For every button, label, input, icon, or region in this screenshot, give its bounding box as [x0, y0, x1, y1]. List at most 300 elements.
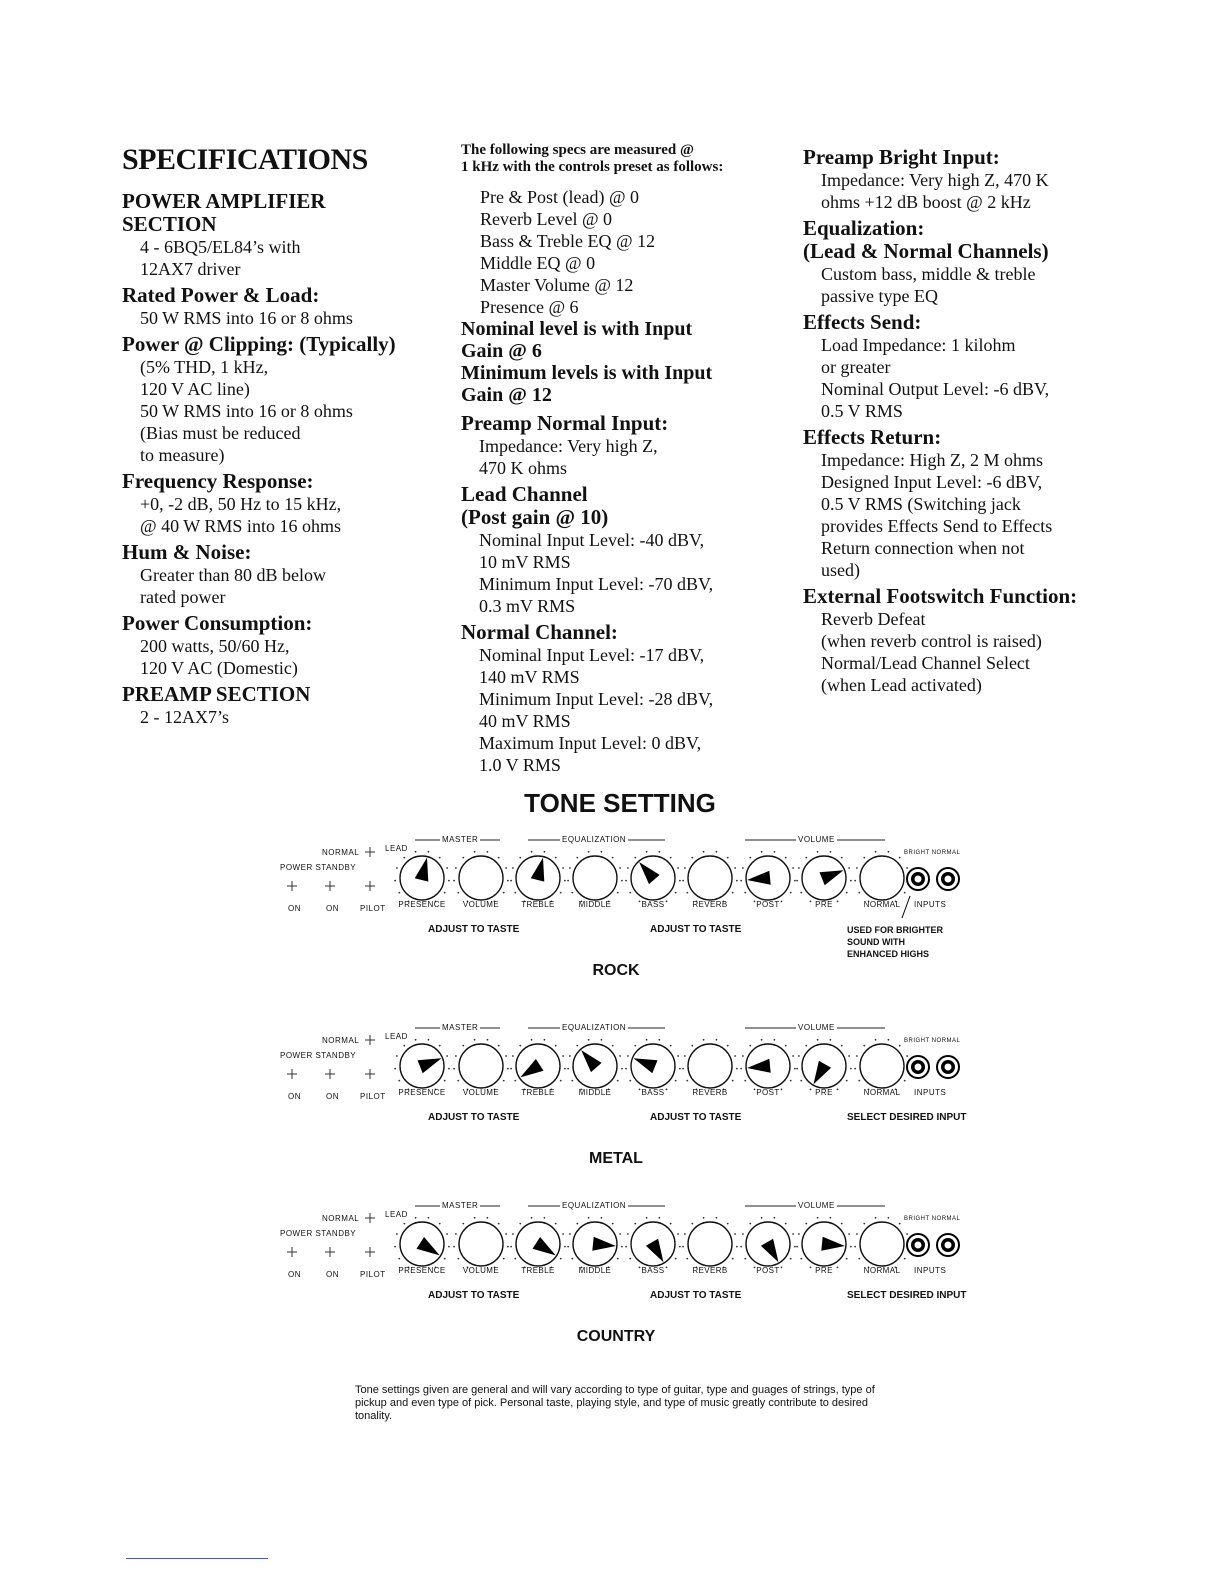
knob-label-pre: PRE [815, 1088, 833, 1097]
spec-heading: POWER AMPLIFIER [122, 188, 326, 213]
tone-style-metal: METAL [589, 1150, 643, 1167]
dial-tick [512, 1055, 514, 1057]
dial-tick [601, 1039, 603, 1041]
dial-tick [904, 892, 906, 894]
dial-tick [444, 892, 446, 894]
knob-label-pre: PRE [815, 900, 833, 909]
knob-label-presence: PRESENCE [398, 1266, 446, 1275]
dial-tick [679, 1068, 681, 1070]
dial-tick [798, 1055, 800, 1057]
spec-heading: Effects Send: [803, 310, 922, 334]
dial-tick [790, 892, 792, 894]
dial-tick [448, 1246, 450, 1248]
dial-tick [677, 1233, 679, 1235]
tone-setting-title: TONE SETTING [524, 788, 716, 818]
bright-normal-label: BRIGHT NORMAL [904, 850, 961, 856]
spec-body [803, 263, 1133, 307]
dial-tick [519, 857, 521, 859]
dial-tick [899, 1223, 901, 1225]
tone-style-rock: ROCK [592, 962, 640, 979]
dial-tick [514, 1080, 516, 1082]
dial-tick [446, 867, 448, 869]
dial-tick [564, 1068, 566, 1070]
dial-tick [505, 867, 507, 869]
dial-tick [512, 867, 514, 869]
dial-tick [740, 880, 742, 882]
page-title: SPECIFICATIONS [122, 143, 368, 176]
dial-tick [796, 880, 798, 882]
dial-tick [686, 892, 688, 894]
dial-tick [684, 1233, 686, 1235]
on-label: ON [326, 904, 339, 913]
spec-line: (when reverb control is raised) [821, 631, 1042, 651]
knob-label-volume: VOLUME [462, 1266, 500, 1275]
dial-tick [854, 1068, 856, 1070]
dial-tick [396, 867, 398, 869]
knob-dial [688, 1222, 732, 1266]
knob-label-presence: PRESENCE [398, 1088, 446, 1097]
spec-line: (5% THD, 1 kHz, [140, 356, 269, 377]
spec-section [122, 333, 442, 466]
dial-tick [684, 867, 686, 869]
spec-line: Designed Input Level: -6 dBV, [821, 472, 1043, 492]
spec-section [461, 621, 791, 776]
dial-tick [588, 1039, 590, 1041]
dial-tick [805, 1223, 807, 1225]
preset-line: Reverb Level @ 0 [480, 209, 613, 229]
spec-line: 10 mV RMS [479, 552, 571, 572]
dial-tick [736, 880, 738, 882]
dial-tick [749, 1045, 751, 1047]
spec-heading: (Lead & Normal Channels) [803, 239, 1049, 263]
dial-tick [716, 1039, 718, 1041]
lead-label: LEAD [385, 844, 408, 853]
spec-line: or greater [821, 357, 891, 377]
dial-tick [716, 1217, 718, 1219]
dial-tick [531, 1039, 533, 1041]
spec-line: 12AX7 driver [140, 258, 241, 279]
dial-tick [785, 1045, 787, 1047]
spec-line: used) [821, 560, 860, 580]
dial-tick [848, 1233, 850, 1235]
knob-dial [459, 856, 503, 900]
dial-tick [505, 1233, 507, 1235]
preamble-line: The following specs are measured @ [461, 142, 694, 158]
dial-tick [634, 857, 636, 859]
dial-tick [858, 1258, 860, 1260]
dial-tick [774, 1217, 776, 1219]
dial-tick [428, 1039, 430, 1041]
on-label: ON [288, 904, 301, 913]
spec-line: (when Lead activated) [821, 675, 982, 695]
dial-tick [794, 1246, 796, 1248]
dial-tick [854, 880, 856, 882]
dial-tick [562, 1233, 564, 1235]
dial-tick [544, 851, 546, 853]
equalization-label: EQUALIZATION [562, 835, 627, 844]
dial-tick [576, 857, 578, 859]
dial-tick [455, 1233, 457, 1235]
dial-tick [675, 892, 677, 894]
dial-tick [774, 851, 776, 853]
dial-tick [457, 1258, 459, 1260]
spec-line: 0.3 mV RMS [479, 596, 576, 616]
dial-tick [629, 892, 631, 894]
dial-tick [888, 1217, 890, 1219]
dial-tick [742, 867, 744, 869]
dial-tick [629, 1258, 631, 1260]
dial-tick [507, 1068, 509, 1070]
on-label: ON [288, 1270, 301, 1279]
knob-label-normal: NORMAL [863, 1266, 901, 1275]
master-label: MASTER [442, 1201, 479, 1210]
dial-tick [415, 851, 417, 853]
dial-tick [830, 851, 832, 853]
knob-label-treble: TREBLE [521, 900, 555, 909]
spec-line: 1.0 V RMS [479, 755, 561, 775]
spec-line: ohms +12 dB boost @ 2 kHz [821, 192, 1031, 212]
equalization-label: EQUALIZATION [562, 1023, 627, 1032]
spec-line: 2 - 12AX7’s [140, 706, 229, 727]
dial-tick [850, 1246, 852, 1248]
dial-tick [727, 1223, 729, 1225]
dial-tick [761, 1039, 763, 1041]
spec-line: Return connection when not [821, 538, 1025, 558]
spec-line: Impedance: Very high Z, [479, 436, 658, 456]
power-standby-label: POWER STANDBY [280, 863, 357, 872]
switch-icon [325, 1069, 335, 1079]
dial-tick [627, 1055, 629, 1057]
amp-panel-metal [270, 1018, 990, 1158]
knob-label-normal: NORMAL [863, 900, 901, 909]
dial-tick [601, 851, 603, 853]
dial-tick [817, 851, 819, 853]
on-label: ON [326, 1092, 339, 1101]
knob-label-pre: PRE [815, 1266, 833, 1275]
spec-line: Nominal Output Level: -6 dBV, [821, 379, 1050, 399]
dial-tick [567, 1246, 569, 1248]
adjust-to-taste-note: ADJUST TO TASTE [650, 1112, 742, 1123]
dial-tick [512, 1233, 514, 1235]
dial-tick [805, 1045, 807, 1047]
dial-tick [675, 1080, 677, 1082]
dial-tick [576, 1045, 578, 1047]
dial-tick [507, 880, 509, 882]
spec-line: Minimum Input Level: -70 dBV, [479, 574, 714, 594]
dial-tick [510, 1068, 512, 1070]
note-line: Minimum levels is with Input [461, 362, 713, 384]
spec-line: 50 W RMS into 16 or 8 ohms [140, 400, 353, 421]
spec-body [803, 608, 1133, 696]
dial-tick [503, 1080, 505, 1082]
adjust-to-taste-note: ADJUST TO TASTE [650, 924, 742, 935]
dial-tick [761, 851, 763, 853]
spec-body [122, 356, 442, 466]
dial-tick [560, 1258, 562, 1260]
dial-tick [439, 1223, 441, 1225]
dial-tick [899, 1045, 901, 1047]
normal-label: NORMAL [322, 848, 360, 857]
knob-label-bass: BASS [641, 1266, 665, 1275]
dial-tick [396, 1055, 398, 1057]
dial-tick [621, 880, 623, 882]
spec-column-2 [461, 140, 791, 780]
dial-tick [569, 1233, 571, 1235]
dial-tick [856, 1055, 858, 1057]
dial-tick [800, 1080, 802, 1082]
dial-tick [875, 851, 877, 853]
note-line: Gain @ 12 [461, 384, 552, 406]
spec-line: 50 W RMS into 16 or 8 ohms [140, 307, 353, 328]
footer-divider [126, 1558, 268, 1559]
dial-tick [798, 867, 800, 869]
dial-tick [659, 1039, 661, 1041]
dial-tick [503, 1258, 505, 1260]
spec-body [122, 493, 442, 537]
dial-tick [682, 880, 684, 882]
knob-label-post: POST [756, 1088, 780, 1097]
spec-line: Custom bass, middle & treble [821, 264, 1036, 284]
spec-line: 200 watts, 50/60 Hz, [140, 635, 290, 656]
dial-tick [510, 1246, 512, 1248]
dial-tick [691, 1045, 693, 1047]
dial-tick [888, 851, 890, 853]
volume-label: VOLUME [798, 835, 835, 844]
dial-tick [734, 867, 736, 869]
spec-heading: Power Consumption: [122, 610, 313, 635]
dial-tick [858, 892, 860, 894]
dial-tick [634, 1045, 636, 1047]
spec-line: Load Impedance: 1 kilohm [821, 335, 1016, 355]
dial-tick [679, 1246, 681, 1248]
dial-tick [703, 1039, 705, 1041]
dial-tick [555, 857, 557, 859]
spec-line: 0.5 V RMS (Switching jack [821, 494, 1021, 514]
dial-tick [444, 1258, 446, 1260]
preset-line: Pre & Post (lead) @ 0 [480, 187, 640, 207]
knob-label-volume: VOLUME [462, 1088, 500, 1097]
dial-tick [569, 867, 571, 869]
knob-label-treble: TREBLE [521, 1266, 555, 1275]
dial-tick [858, 1080, 860, 1082]
dial-tick [659, 851, 661, 853]
adjust-to-taste-note: ADJUST TO TASTE [428, 1112, 520, 1123]
dial-tick [498, 857, 500, 859]
knob-label-middle: MIDDLE [578, 1266, 612, 1275]
dial-tick [627, 867, 629, 869]
dial-tick [448, 880, 450, 882]
switch-icon [325, 1247, 335, 1257]
dial-tick [670, 857, 672, 859]
dial-tick [854, 1246, 856, 1248]
dial-tick [519, 1223, 521, 1225]
dial-tick [474, 851, 476, 853]
spec-section [803, 146, 1133, 213]
dial-tick [792, 1233, 794, 1235]
spec-body [122, 706, 442, 728]
knob-label-middle: MIDDLE [578, 1088, 612, 1097]
dial-tick [634, 1223, 636, 1225]
dial-tick [742, 1055, 744, 1057]
dial-tick [571, 1258, 573, 1260]
dial-tick [601, 1217, 603, 1219]
knob-label-reverb: REVERB [692, 900, 728, 909]
input-jack-hole [915, 876, 922, 883]
dial-tick [428, 851, 430, 853]
master-label: MASTER [442, 1023, 479, 1032]
dial-tick [790, 1258, 792, 1260]
knob-label-reverb: REVERB [692, 1088, 728, 1097]
dial-tick [531, 1217, 533, 1219]
dial-tick [562, 867, 564, 869]
dial-tick [588, 1217, 590, 1219]
dial-tick [850, 1068, 852, 1070]
dial-tick [462, 1045, 464, 1047]
dial-tick [800, 1258, 802, 1260]
dial-tick [670, 1045, 672, 1047]
dial-tick [817, 1039, 819, 1041]
preset-list [461, 186, 791, 318]
dial-tick [691, 857, 693, 859]
dial-tick [531, 851, 533, 853]
preset-line: Presence @ 6 [480, 297, 579, 317]
normal-label: NORMAL [322, 1214, 360, 1223]
dial-tick [774, 1039, 776, 1041]
dial-tick [569, 1055, 571, 1057]
spec-line: 4 - 6BQ5/EL84’s with [140, 236, 301, 257]
spec-heading: SECTION [122, 211, 217, 236]
spec-line: +0, -2 dB, 50 Hz to 15 kHz, [140, 493, 342, 514]
amp-panel-rock [270, 830, 990, 970]
master-label: MASTER [442, 835, 479, 844]
spec-section [803, 585, 1133, 696]
dial-tick [567, 880, 569, 882]
knob-dial [459, 1044, 503, 1088]
dial-tick [792, 867, 794, 869]
dial-tick [544, 1217, 546, 1219]
dial-tick [567, 1068, 569, 1070]
dial-tick [691, 1223, 693, 1225]
dial-tick [856, 867, 858, 869]
dial-tick [498, 1223, 500, 1225]
dial-tick [564, 880, 566, 882]
spec-body [122, 635, 442, 679]
switch-icon [325, 881, 335, 891]
dial-tick [560, 1080, 562, 1082]
spec-body [803, 449, 1133, 581]
dial-tick [732, 892, 734, 894]
dial-tick [398, 1258, 400, 1260]
spec-body [461, 435, 791, 479]
pilot-label: PILOT [360, 1092, 386, 1101]
inputs-label: INPUTS [914, 1266, 947, 1275]
measurement-notes [461, 318, 791, 406]
volume-label: VOLUME [798, 1201, 835, 1210]
spec-line: Nominal Input Level: -17 dBV, [479, 645, 705, 665]
knob-label-post: POST [756, 900, 780, 909]
knob-label-bass: BASS [641, 900, 665, 909]
dial-tick [453, 880, 455, 882]
spec-section [122, 612, 442, 679]
spec-section [461, 483, 791, 617]
spec-section [461, 412, 791, 479]
right-note [847, 924, 943, 960]
dial-tick [785, 1223, 787, 1225]
knob-dial [573, 856, 617, 900]
spec-section [803, 311, 1133, 422]
dial-tick [734, 1233, 736, 1235]
switch-icon [365, 1035, 375, 1045]
dial-tick [571, 1080, 573, 1082]
knob-dial [688, 1044, 732, 1088]
dial-tick [439, 1045, 441, 1047]
spec-line: (Bias must be reduced [140, 422, 301, 443]
dial-tick [703, 1217, 705, 1219]
spec-line: passive type EQ [821, 286, 938, 306]
input-jack-hole [945, 876, 952, 883]
dial-tick [800, 892, 802, 894]
dial-tick [846, 892, 848, 894]
dial-tick [742, 1233, 744, 1235]
dial-tick [576, 1223, 578, 1225]
spec-heading: Preamp Normal Input: [461, 411, 669, 435]
preamble [461, 142, 791, 176]
spec-line: 140 mV RMS [479, 667, 580, 687]
dial-tick [727, 1045, 729, 1047]
spec-heading: Hum & Noise: [122, 539, 252, 564]
right-note [847, 1290, 966, 1302]
dial-tick [904, 1080, 906, 1082]
knob-dial [459, 1222, 503, 1266]
dial-tick [744, 892, 746, 894]
switch-icon [365, 881, 375, 891]
dial-tick [396, 1233, 398, 1235]
dial-tick [796, 1246, 798, 1248]
pilot-label: PILOT [360, 1270, 386, 1279]
dial-tick [444, 1080, 446, 1082]
input-jack-hole [945, 1064, 952, 1071]
dial-tick [646, 1039, 648, 1041]
input-jack-hole [915, 1242, 922, 1249]
spec-body [122, 564, 442, 608]
power-standby-label: POWER STANDBY [280, 1051, 357, 1060]
adjust-to-taste-note: ADJUST TO TASTE [428, 1290, 520, 1301]
dial-tick [734, 1055, 736, 1057]
spec-line: Nominal Input Level: -40 dBV, [479, 530, 705, 550]
dial-tick [621, 1246, 623, 1248]
dial-tick [448, 1068, 450, 1070]
knob-dial [860, 1222, 904, 1266]
dial-tick [703, 851, 705, 853]
dial-tick [619, 1233, 621, 1235]
spec-heading: Frequency Response: [122, 468, 314, 493]
dial-tick [453, 1068, 455, 1070]
dial-tick [457, 1080, 459, 1082]
power-standby-label: POWER STANDBY [280, 1229, 357, 1238]
spec-column-3 [803, 146, 1133, 700]
preset-line: Master Volume @ 12 [480, 275, 634, 295]
dial-tick [510, 880, 512, 882]
spec-heading: Preamp Bright Input: [803, 145, 1000, 169]
dial-tick [798, 1233, 800, 1235]
dial-tick [562, 1055, 564, 1057]
dial-tick [403, 857, 405, 859]
knob-dial [860, 1044, 904, 1088]
dial-tick [863, 1045, 865, 1047]
dial-tick [487, 1039, 489, 1041]
preset-line: Middle EQ @ 0 [480, 253, 596, 273]
preamble-line: 1 kHz with the controls preset as follows: [461, 159, 724, 175]
